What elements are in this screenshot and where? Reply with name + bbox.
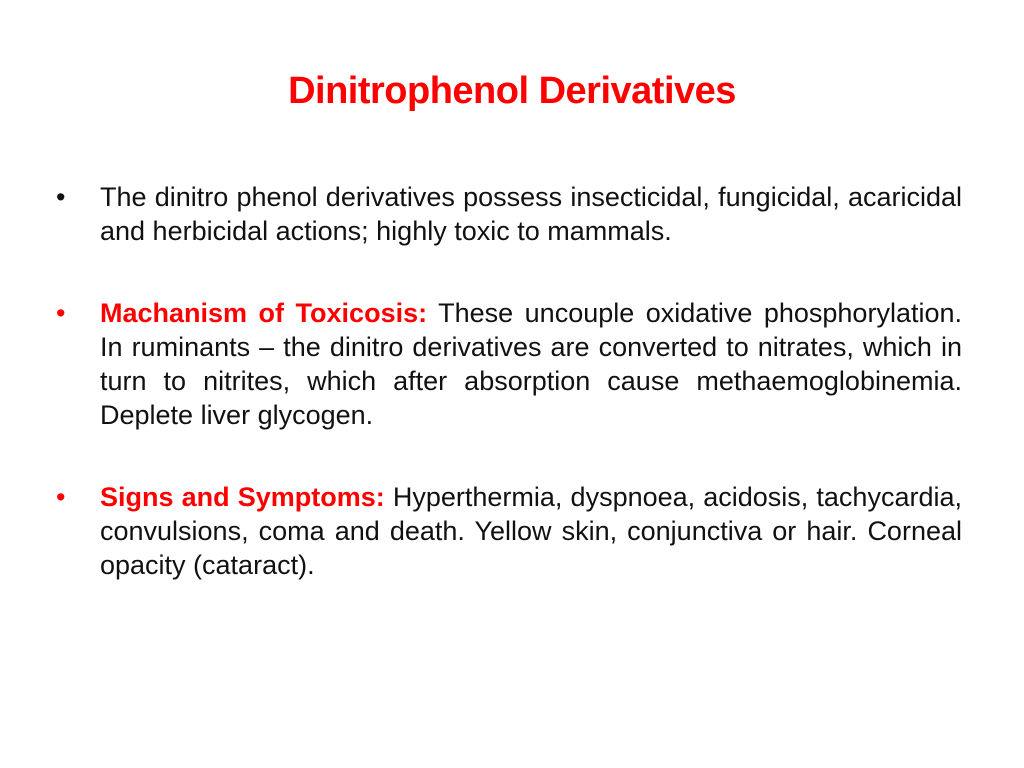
bullet-lead-signs: Signs and Symptoms: xyxy=(100,482,385,512)
bullet-dot-icon: • xyxy=(56,482,66,512)
slide-title: Dinitrophenol Derivatives xyxy=(288,70,736,112)
bullet-list xyxy=(56,180,962,630)
bullet-item-signs xyxy=(56,480,962,582)
bullet-dot-icon: • xyxy=(56,298,66,328)
bullet-item-mechanism xyxy=(56,296,962,432)
bullet-dot-icon: • xyxy=(56,182,66,212)
bullet-text: Hyperthermia, dyspnoea, acidosis, tachycardia, convulsions, coma and death. Yellow skin, conjunctiva or hair. Corneal opacity (cataract). xyxy=(100,482,962,580)
bullet-lead-mechanism: Machanism of Toxicosis: xyxy=(100,298,428,328)
bullet-item-uses xyxy=(56,180,962,248)
bullet-text: The dinitro phenol derivatives possess insecticidal, fungicidal, acaricidal and herbicidal actions; highly toxic to mammals. xyxy=(100,182,962,246)
bullet-text: These uncouple oxidative phosphorylation. In ruminants – the dinitro derivatives are converted to nitrates, which in turn to nitrites, which after absorption cause methaemoglobinemia. Deplete liver glycogen. xyxy=(100,298,962,430)
